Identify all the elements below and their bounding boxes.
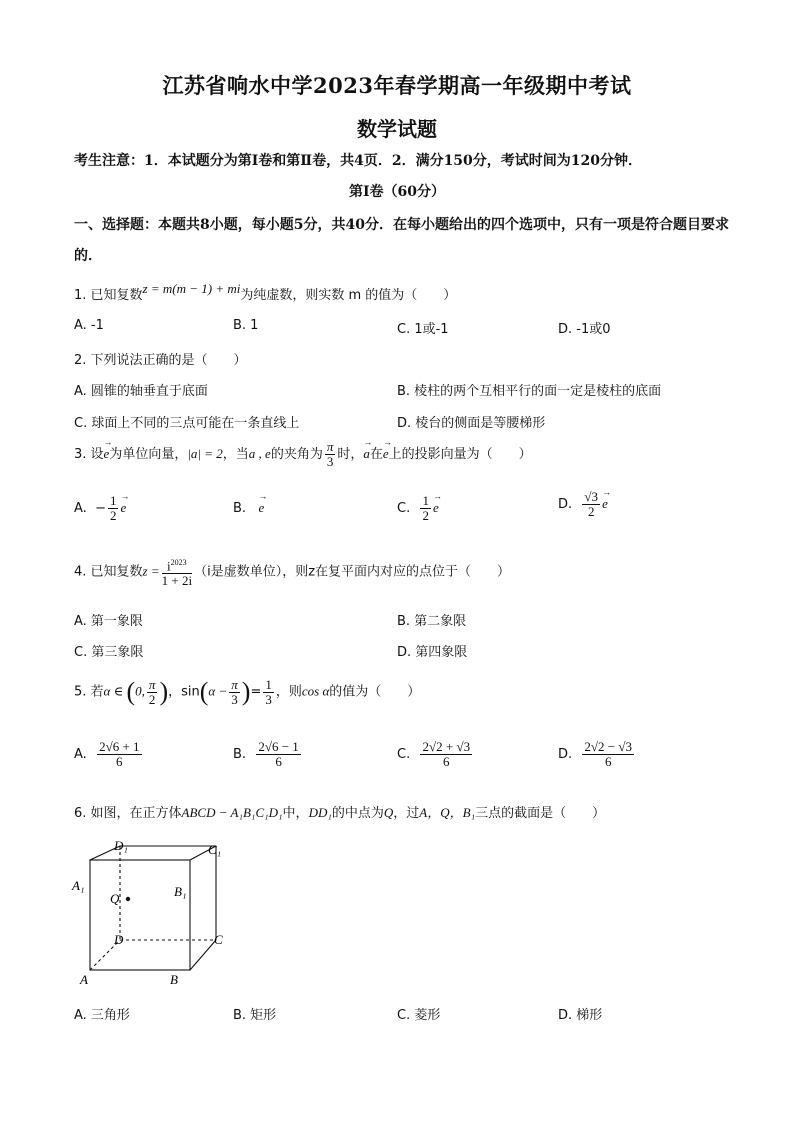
cube-front-face (90, 860, 190, 970)
q2-option-a[interactable]: A. 圆锥的轴垂直于底面 (74, 384, 208, 399)
label-b1: B₁ (174, 884, 187, 899)
label-q: Q (110, 891, 120, 906)
q6-option-a[interactable]: A. 三角形 (74, 1008, 130, 1023)
q6-option-d[interactable]: D. 梯形 (558, 1008, 603, 1023)
q3-vector-pair: a , e (248, 446, 271, 461)
section-heading: 一、选择题：本题共8小题，每小题5分，共40分．在每小题给出的四个选项中，只有一项是符合题目要求的． (74, 217, 729, 264)
question-2-stem: 2. 下列说法正确的是（ ） (74, 353, 247, 368)
q1-option-d[interactable]: D. -1或0 (558, 322, 611, 337)
q2-option-c[interactable]: C. 球面上不同的三点可能在一条直线上 (74, 416, 300, 431)
q3-angle: $\frac{\pi}{3}$ (326, 439, 334, 469)
q4-option-a[interactable]: A. 第一象限 (74, 614, 143, 629)
label-a1: A₁ (72, 878, 85, 893)
q2-option-b[interactable]: B. 棱柱的两个互相平行的面一定是棱柱的底面 (397, 384, 662, 399)
q5-option-d[interactable]: D. $\frac{2√2 - √3}{6}$ (558, 739, 633, 769)
exam-notice: 考生注意：1．本试题分为第Ⅰ卷和第Ⅱ卷，共4页．2．满分150分，考试时间为120分钟． (74, 153, 643, 169)
label-b: B (170, 972, 178, 987)
question-4-stem: 4. 已知复数z = $\frac{i^{2023}}{1 + 2i}$ （i是虚数单位），则z在复平面内对应的点位于（ ） (74, 558, 511, 589)
label-d: D (114, 932, 124, 947)
q1-option-c[interactable]: C. 1或-1 (397, 322, 449, 337)
q4-option-b[interactable]: B. 第二象限 (397, 614, 467, 629)
q6-option-b[interactable]: B. 矩形 (233, 1008, 277, 1023)
edge-b-c (190, 940, 216, 970)
label-c: C (214, 932, 223, 947)
q5-option-a[interactable]: A. $\frac{2√6 + 1}{6}$ (74, 739, 140, 769)
q3-option-c[interactable]: C. $\frac{1}{2}$ → e (397, 494, 439, 523)
q2-option-d[interactable]: D. 棱台的侧面是等腰梯形 (397, 416, 546, 431)
question-3-stem: 3. 设→ e为单位向量，|a| = 2，当a , e的夹角为 $\frac{\pi}{3}$ 时，→ a在→ e上的投影向量为（ ） (74, 440, 532, 469)
q3-option-d[interactable]: D. $\frac{√3}{2}$ → e (558, 490, 608, 519)
label-a: A (80, 972, 88, 987)
q6-option-c[interactable]: C. 菱形 (397, 1008, 441, 1023)
q3-option-a[interactable]: A. − $\frac{1}{2}$ → e (74, 494, 126, 523)
q3-option-b[interactable]: B. → e (233, 500, 264, 516)
q1-option-a[interactable]: A. -1 (74, 318, 104, 333)
label-d1: D₁ (114, 838, 128, 853)
q5-option-c[interactable]: C. $\frac{2√2 + √3}{6}$ (397, 739, 471, 769)
question-6-stem: 6. 如图，在正方体ABCD − A₁B₁C₁D₁中，DD₁的中点为Q，过A，Q，B₁三点的截面是（ ） (74, 805, 606, 821)
label-c1: C₁ (208, 842, 222, 857)
question-1-stem: 1. 已知复数z = m(m − 1) + mi为纯虚数，则实数 m 的值为（ ） (74, 281, 457, 303)
volume-heading: 第Ⅰ卷（60分） (348, 184, 446, 200)
q4-option-c[interactable]: C. 第三象限 (74, 645, 144, 660)
q4-option-d[interactable]: D. 第四象限 (397, 645, 468, 660)
q1-expression: z = m(m − 1) + mi (142, 281, 241, 296)
exam-subtitle: 数学试题 (357, 117, 437, 141)
question-5-stem: 5. 若α ∈ (0, $\frac{\pi}{2}$ )，sin(α − $\frac{\pi}{3}$ )= $\frac{1}{3}$ ，则cos α的值为（ ） (74, 676, 421, 707)
q5-option-b[interactable]: B. $\frac{2√6 - 1}{6}$ (233, 739, 299, 769)
q4-fraction: $\frac{i^{2023}}{1 + 2i}$ (161, 558, 193, 589)
point-q (126, 897, 130, 901)
cube-figure (70, 838, 240, 988)
q1-option-b[interactable]: B. 1 (233, 318, 259, 333)
exam-title: 江苏省响水中学2023年春学期高一年级期中考试 (162, 73, 632, 98)
q3-norm: |a| = 2 (187, 446, 223, 461)
